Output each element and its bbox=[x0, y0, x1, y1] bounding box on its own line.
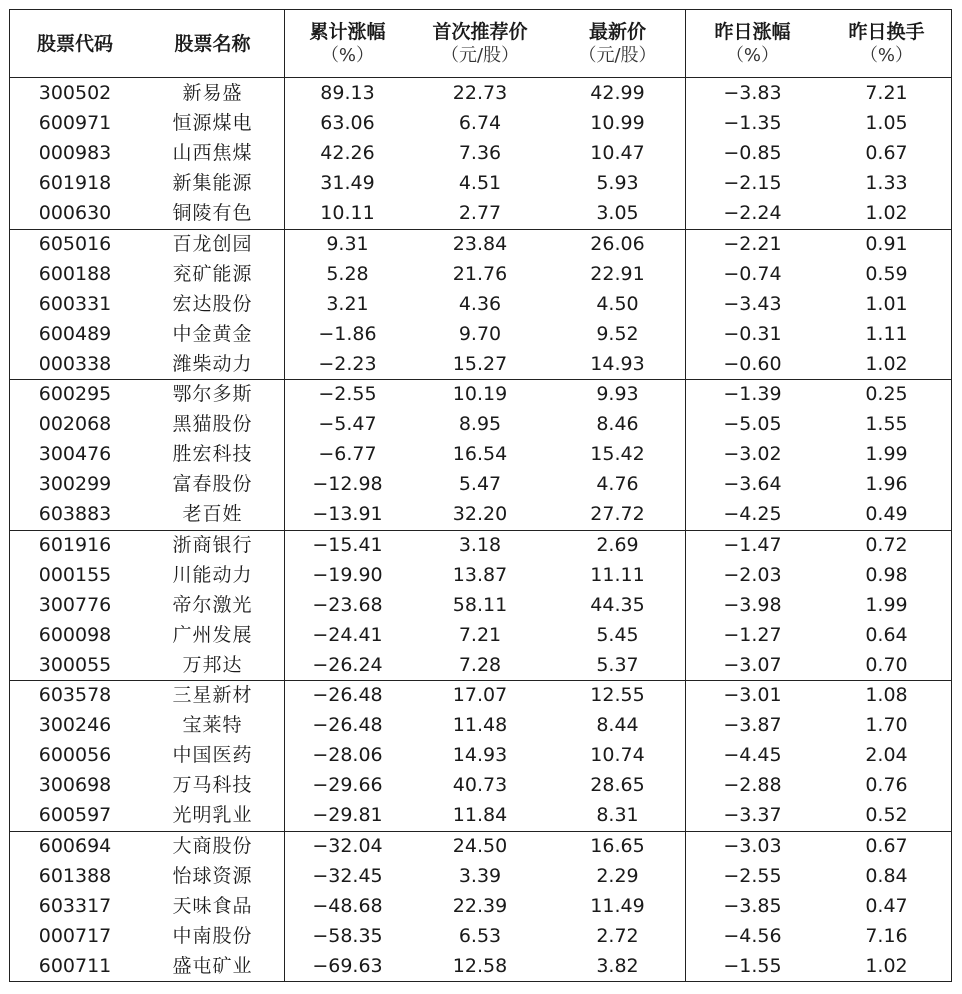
cell-latest-price: 8.46 bbox=[596, 413, 639, 436]
cell-prev-change: −3.07 bbox=[723, 653, 782, 676]
cell-prev-turnover: 0.64 bbox=[865, 623, 908, 646]
cell-first-price: 14.93 bbox=[452, 744, 508, 767]
table-row bbox=[10, 319, 951, 349]
cell-prev-turnover: 1.55 bbox=[865, 413, 908, 436]
cell-prev-change: −2.21 bbox=[723, 232, 782, 255]
cell-prev-change: −3.85 bbox=[723, 894, 782, 917]
cell-prev-turnover: 0.98 bbox=[865, 563, 908, 586]
cell-code: 600597 bbox=[38, 804, 112, 827]
cell-name: 中金黄金 bbox=[172, 322, 253, 345]
cell-latest-price: 5.93 bbox=[596, 172, 639, 195]
table-row bbox=[10, 680, 951, 710]
cell-latest-price: 8.44 bbox=[596, 714, 639, 737]
cell-prev-change: −4.25 bbox=[723, 503, 782, 526]
cell-name: 天味食品 bbox=[172, 894, 253, 917]
cell-prev-change: −3.02 bbox=[723, 443, 782, 466]
header-first-price-label: 首次推荐价 bbox=[432, 20, 528, 43]
cell-first-price: 5.47 bbox=[458, 473, 502, 496]
cell-prev-turnover: 1.70 bbox=[865, 714, 908, 737]
cell-cum-gain: −2.55 bbox=[318, 383, 377, 405]
cell-latest-price: 14.93 bbox=[590, 352, 645, 375]
cell-first-price: 4.36 bbox=[458, 292, 502, 315]
cell-latest-price: 10.47 bbox=[590, 142, 645, 165]
cell-code: 603883 bbox=[38, 503, 112, 526]
cell-latest-price: 10.74 bbox=[590, 744, 645, 767]
cell-first-price: 4.51 bbox=[458, 172, 502, 195]
cell-prev-change: −2.55 bbox=[723, 864, 782, 887]
table-row bbox=[10, 861, 951, 891]
cell-prev-change: −3.43 bbox=[723, 292, 782, 315]
cell-latest-price: 11.49 bbox=[590, 894, 645, 917]
cell-first-price: 32.20 bbox=[452, 503, 508, 526]
cell-prev-turnover: 0.25 bbox=[865, 383, 908, 405]
cell-name: 铜陵有色 bbox=[172, 202, 253, 225]
header-prev-turnover bbox=[820, 10, 953, 77]
cell-cum-gain: 5.28 bbox=[326, 262, 369, 285]
cell-code: 600098 bbox=[38, 623, 112, 646]
cell-cum-gain: −24.41 bbox=[312, 623, 383, 646]
cell-prev-turnover: 0.52 bbox=[865, 804, 908, 827]
cell-prev-change: −3.64 bbox=[723, 473, 782, 496]
cell-latest-price: 16.65 bbox=[590, 834, 645, 857]
table-row bbox=[10, 198, 951, 228]
cell-prev-change: −0.74 bbox=[723, 262, 782, 285]
cell-first-price: 22.39 bbox=[452, 894, 508, 917]
cell-first-price: 22.73 bbox=[452, 82, 508, 104]
cell-cum-gain: −19.90 bbox=[312, 563, 383, 586]
cell-name: 恒源煤电 bbox=[172, 112, 253, 135]
cell-cum-gain: −1.86 bbox=[318, 322, 377, 345]
cell-name: 潍柴动力 bbox=[172, 352, 253, 375]
cell-prev-change: −1.55 bbox=[723, 954, 782, 977]
header-first-price bbox=[410, 10, 550, 77]
cell-cum-gain: −5.47 bbox=[318, 413, 377, 436]
cell-cum-gain: −32.04 bbox=[312, 834, 383, 857]
header-prev-turnover-unit: （%） bbox=[859, 44, 914, 66]
table-header bbox=[10, 10, 951, 78]
table-row bbox=[10, 951, 951, 981]
cell-first-price: 15.27 bbox=[452, 352, 508, 375]
table-row bbox=[10, 530, 951, 560]
cell-latest-price: 3.82 bbox=[596, 954, 639, 977]
cell-name: 新易盛 bbox=[182, 82, 243, 104]
cell-code: 000983 bbox=[38, 142, 112, 165]
cell-cum-gain: 63.06 bbox=[320, 112, 375, 135]
cell-name: 中南股份 bbox=[172, 924, 253, 947]
cell-prev-turnover: 2.04 bbox=[865, 744, 908, 767]
cell-prev-turnover: 1.05 bbox=[865, 112, 908, 135]
cell-first-price: 7.21 bbox=[458, 623, 502, 646]
cell-prev-turnover: 0.70 bbox=[865, 653, 908, 676]
cell-name: 宏达股份 bbox=[172, 292, 253, 315]
cell-code: 600331 bbox=[38, 292, 112, 315]
cell-code: 300299 bbox=[38, 473, 112, 496]
header-first-price-unit: （元/股） bbox=[440, 44, 520, 66]
cell-name: 帝尔激光 bbox=[172, 593, 253, 616]
cell-prev-turnover: 1.99 bbox=[865, 593, 908, 616]
cell-latest-price: 11.11 bbox=[590, 563, 645, 586]
cell-first-price: 58.11 bbox=[452, 593, 508, 616]
cell-first-price: 24.50 bbox=[452, 834, 508, 857]
table-row bbox=[10, 469, 951, 499]
cell-code: 605016 bbox=[38, 232, 112, 255]
header-name-label: 股票名称 bbox=[174, 32, 251, 55]
cell-first-price: 16.54 bbox=[452, 443, 508, 466]
cell-prev-turnover: 0.84 bbox=[865, 864, 908, 887]
cell-prev-change: −3.03 bbox=[723, 834, 782, 857]
cell-name: 老百姓 bbox=[182, 503, 243, 526]
table-row bbox=[10, 259, 951, 289]
cell-first-price: 13.87 bbox=[452, 563, 508, 586]
table-row bbox=[10, 138, 951, 168]
cell-name: 山西焦煤 bbox=[172, 142, 253, 165]
table-row bbox=[10, 590, 951, 620]
cell-latest-price: 15.42 bbox=[590, 443, 645, 466]
cell-latest-price: 2.69 bbox=[596, 533, 639, 556]
cell-prev-change: −4.56 bbox=[723, 924, 782, 947]
cell-latest-price: 44.35 bbox=[590, 593, 645, 616]
cell-prev-turnover: 0.91 bbox=[865, 232, 908, 255]
header-cum-gain-label: 累计涨幅 bbox=[309, 20, 386, 43]
cell-prev-turnover: 0.67 bbox=[865, 142, 908, 165]
cell-code: 600295 bbox=[38, 383, 112, 405]
cell-code: 603317 bbox=[38, 894, 112, 917]
cell-prev-turnover: 1.99 bbox=[865, 443, 908, 466]
header-code bbox=[10, 10, 140, 77]
cell-prev-change: −0.31 bbox=[723, 322, 782, 345]
cell-first-price: 11.48 bbox=[452, 714, 508, 737]
cell-latest-price: 2.72 bbox=[596, 924, 639, 947]
cell-name: 中国医药 bbox=[172, 744, 253, 767]
cell-code: 601388 bbox=[38, 864, 112, 887]
cell-latest-price: 26.06 bbox=[590, 232, 645, 255]
cell-cum-gain: −69.63 bbox=[312, 954, 383, 977]
cell-latest-price: 9.93 bbox=[596, 383, 639, 405]
cell-name: 万邦达 bbox=[182, 653, 243, 676]
cell-cum-gain: −15.41 bbox=[312, 533, 383, 556]
cell-first-price: 2.77 bbox=[458, 202, 502, 225]
cell-prev-turnover: 0.47 bbox=[865, 894, 908, 917]
table-row bbox=[10, 710, 951, 740]
cell-first-price: 7.28 bbox=[458, 653, 502, 676]
cell-code: 000155 bbox=[38, 563, 112, 586]
cell-prev-turnover: 1.02 bbox=[865, 352, 908, 375]
cell-first-price: 12.58 bbox=[452, 954, 508, 977]
cell-first-price: 11.84 bbox=[452, 804, 508, 827]
cell-name: 怡球资源 bbox=[172, 864, 253, 887]
cell-latest-price: 27.72 bbox=[590, 503, 645, 526]
cell-latest-price: 28.65 bbox=[590, 774, 645, 797]
cell-latest-price: 8.31 bbox=[596, 804, 639, 827]
cell-latest-price: 22.91 bbox=[590, 262, 645, 285]
cell-prev-turnover: 7.21 bbox=[865, 82, 908, 104]
cell-name: 兖矿能源 bbox=[172, 262, 253, 285]
cell-code: 601918 bbox=[38, 172, 112, 195]
table-row bbox=[10, 560, 951, 590]
stock-table bbox=[9, 9, 952, 982]
cell-prev-change: −2.03 bbox=[723, 563, 782, 586]
table-row bbox=[10, 379, 951, 409]
cell-cum-gain: −12.98 bbox=[312, 473, 383, 496]
table-row bbox=[10, 620, 951, 650]
cell-code: 000630 bbox=[38, 202, 112, 225]
cell-code: 300476 bbox=[38, 443, 112, 466]
cell-cum-gain: 42.26 bbox=[320, 142, 375, 165]
cell-prev-change: −5.05 bbox=[723, 413, 782, 436]
header-latest-price-label: 最新价 bbox=[588, 20, 646, 43]
table-row bbox=[10, 921, 951, 951]
cell-prev-change: −3.01 bbox=[723, 684, 782, 706]
cell-code: 300776 bbox=[38, 593, 112, 616]
cell-prev-change: −1.27 bbox=[723, 623, 782, 646]
cell-cum-gain: −58.35 bbox=[312, 924, 383, 947]
table-row bbox=[10, 740, 951, 770]
cell-code: 603578 bbox=[38, 684, 112, 706]
cell-latest-price: 5.45 bbox=[596, 623, 639, 646]
cell-latest-price: 2.29 bbox=[596, 864, 639, 887]
cell-first-price: 17.07 bbox=[452, 684, 508, 706]
cell-prev-turnover: 0.49 bbox=[865, 503, 908, 526]
header-prev-change bbox=[685, 10, 820, 77]
cell-name: 胜宏科技 bbox=[172, 443, 253, 466]
cell-prev-turnover: 0.72 bbox=[865, 533, 908, 556]
cell-name: 百龙创园 bbox=[172, 232, 253, 255]
table-row bbox=[10, 78, 951, 108]
cell-latest-price: 42.99 bbox=[590, 82, 645, 104]
cell-first-price: 23.84 bbox=[452, 232, 508, 255]
cell-cum-gain: −2.23 bbox=[318, 352, 377, 375]
table-row bbox=[10, 229, 951, 259]
cell-latest-price: 3.05 bbox=[596, 202, 639, 225]
cell-latest-price: 5.37 bbox=[596, 653, 639, 676]
cell-cum-gain: 31.49 bbox=[320, 172, 375, 195]
cell-prev-change: −3.87 bbox=[723, 714, 782, 737]
cell-name: 盛屯矿业 bbox=[172, 954, 253, 977]
cell-name: 万马科技 bbox=[172, 774, 253, 797]
cell-code: 600489 bbox=[38, 322, 112, 345]
cell-cum-gain: −29.81 bbox=[312, 804, 383, 827]
cell-prev-turnover: 1.02 bbox=[865, 954, 908, 977]
cell-prev-change: −3.98 bbox=[723, 593, 782, 616]
table-row bbox=[10, 349, 951, 379]
cell-prev-change: −0.85 bbox=[723, 142, 782, 165]
cell-prev-change: −2.88 bbox=[723, 774, 782, 797]
cell-code: 300502 bbox=[38, 82, 112, 104]
cell-name: 浙商银行 bbox=[172, 533, 253, 556]
table-row bbox=[10, 499, 951, 529]
cell-name: 新集能源 bbox=[172, 172, 253, 195]
cell-prev-turnover: 0.59 bbox=[865, 262, 908, 285]
table-row bbox=[10, 439, 951, 469]
cell-cum-gain: −13.91 bbox=[312, 503, 383, 526]
cell-first-price: 6.53 bbox=[458, 924, 502, 947]
cell-prev-turnover: 0.67 bbox=[865, 834, 908, 857]
header-latest-price-unit: （元/股） bbox=[578, 44, 657, 66]
cell-latest-price: 10.99 bbox=[590, 112, 645, 135]
cell-cum-gain: −29.66 bbox=[312, 774, 383, 797]
cell-cum-gain: −48.68 bbox=[312, 894, 383, 917]
table-row bbox=[10, 800, 951, 830]
cell-prev-turnover: 1.08 bbox=[865, 684, 908, 706]
cell-code: 600711 bbox=[38, 954, 112, 977]
cell-name: 宝莱特 bbox=[182, 714, 243, 737]
cell-first-price: 21.76 bbox=[452, 262, 508, 285]
cell-prev-change: −1.39 bbox=[723, 383, 782, 405]
cell-prev-change: −3.37 bbox=[723, 804, 782, 827]
table-row bbox=[10, 831, 951, 861]
cell-cum-gain: 9.31 bbox=[326, 232, 369, 255]
cell-cum-gain: 3.21 bbox=[326, 292, 369, 315]
cell-code: 600056 bbox=[38, 744, 112, 767]
cell-code: 300246 bbox=[38, 714, 112, 737]
cell-cum-gain: 89.13 bbox=[320, 82, 375, 104]
cell-prev-turnover: 0.76 bbox=[865, 774, 908, 797]
header-latest-price bbox=[550, 10, 685, 77]
cell-code: 600971 bbox=[38, 112, 112, 135]
cell-prev-turnover: 1.02 bbox=[865, 202, 908, 225]
cell-name: 光明乳业 bbox=[172, 804, 253, 827]
cell-prev-change: −3.83 bbox=[723, 82, 782, 104]
cell-prev-change: −2.24 bbox=[723, 202, 782, 225]
cell-prev-change: −1.47 bbox=[723, 533, 782, 556]
cell-prev-change: −2.15 bbox=[723, 172, 782, 195]
cell-prev-turnover: 1.33 bbox=[865, 172, 908, 195]
cell-latest-price: 12.55 bbox=[590, 684, 645, 706]
header-name bbox=[140, 10, 285, 77]
cell-first-price: 7.36 bbox=[458, 142, 502, 165]
cell-first-price: 40.73 bbox=[452, 774, 508, 797]
cell-first-price: 10.19 bbox=[452, 383, 508, 405]
cell-first-price: 3.39 bbox=[458, 864, 502, 887]
cell-cum-gain: −26.48 bbox=[312, 714, 383, 737]
cell-name: 黑猫股份 bbox=[172, 413, 253, 436]
cell-name: 富春股份 bbox=[172, 473, 253, 496]
cell-cum-gain: −26.48 bbox=[312, 684, 383, 706]
cell-code: 000717 bbox=[38, 924, 112, 947]
header-cum-gain bbox=[285, 10, 410, 77]
cell-code: 300698 bbox=[38, 774, 112, 797]
cell-latest-price: 4.50 bbox=[596, 292, 639, 315]
cell-first-price: 8.95 bbox=[458, 413, 502, 436]
cell-cum-gain: −6.77 bbox=[318, 443, 377, 466]
header-prev-change-label: 昨日涨幅 bbox=[714, 20, 791, 43]
header-prev-change-unit: （%） bbox=[725, 44, 780, 66]
cell-name: 大商股份 bbox=[172, 834, 253, 857]
cell-latest-price: 4.76 bbox=[596, 473, 639, 496]
cell-cum-gain: −32.45 bbox=[312, 864, 383, 887]
header-cum-gain-unit: （%） bbox=[320, 44, 375, 66]
cell-name: 三星新材 bbox=[172, 684, 253, 706]
cell-prev-change: −4.45 bbox=[723, 744, 782, 767]
cell-prev-turnover: 1.01 bbox=[865, 292, 908, 315]
cell-code: 300055 bbox=[38, 653, 112, 676]
table-row bbox=[10, 289, 951, 319]
cell-code: 000338 bbox=[38, 352, 112, 375]
cell-prev-change: −1.35 bbox=[723, 112, 782, 135]
cell-prev-change: −0.60 bbox=[723, 352, 782, 375]
cell-cum-gain: −23.68 bbox=[312, 593, 383, 616]
cell-latest-price: 9.52 bbox=[596, 322, 639, 345]
cell-code: 600188 bbox=[38, 262, 112, 285]
table-row bbox=[10, 108, 951, 138]
table-row bbox=[10, 409, 951, 439]
cell-first-price: 3.18 bbox=[458, 533, 502, 556]
table-row bbox=[10, 650, 951, 680]
cell-prev-turnover: 1.11 bbox=[865, 322, 908, 345]
header-code-label: 股票代码 bbox=[36, 32, 113, 55]
cell-first-price: 9.70 bbox=[458, 322, 502, 345]
table-row bbox=[10, 770, 951, 800]
header-prev-turnover-label: 昨日换手 bbox=[848, 20, 925, 43]
cell-code: 601916 bbox=[38, 533, 112, 556]
table-row bbox=[10, 891, 951, 921]
cell-code: 002068 bbox=[38, 413, 112, 436]
cell-cum-gain: −26.24 bbox=[312, 653, 383, 676]
cell-code: 600694 bbox=[38, 834, 112, 857]
cell-prev-turnover: 1.96 bbox=[865, 473, 908, 496]
cell-name: 鄂尔多斯 bbox=[172, 383, 253, 405]
cell-prev-turnover: 7.16 bbox=[865, 924, 908, 947]
table-row bbox=[10, 168, 951, 198]
cell-cum-gain: −28.06 bbox=[312, 744, 383, 767]
cell-name: 川能动力 bbox=[172, 563, 253, 586]
cell-cum-gain: 10.11 bbox=[320, 202, 375, 225]
cell-name: 广州发展 bbox=[172, 623, 253, 646]
cell-first-price: 6.74 bbox=[458, 112, 502, 135]
